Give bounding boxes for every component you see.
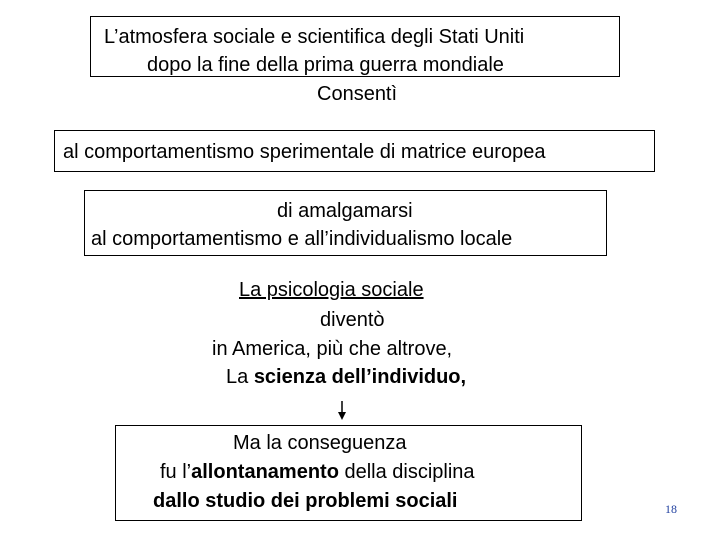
down-arrow-icon — [336, 400, 348, 422]
consequence-line-3-bold: dallo studio dei problemi sociali — [153, 490, 458, 512]
intro-line-1: L’atmosfera sociale e scientifica degli Stati Uniti — [104, 26, 525, 48]
middle-line-4-bold: scienza dell’individuo, — [253, 366, 467, 388]
amalgam-line-2: al comportamentismo e all’individualismo locale — [91, 228, 513, 250]
consequence-line-2 — [160, 460, 475, 484]
consequence-line-3 — [153, 489, 458, 513]
social-psychology-heading: La psicologia sociale — [239, 279, 424, 301]
consequence-line-1: Ma la conseguenza — [233, 432, 407, 454]
page-number: 18 — [665, 502, 677, 516]
behaviorism-line: al comportamentismo sperimentale di matrice europea — [63, 141, 546, 163]
consenti-text: Consentì — [317, 83, 398, 105]
amalgam-line-1: di amalgamarsi — [277, 200, 413, 222]
middle-line-3: in America, più che altrove, — [212, 338, 453, 360]
consequence-line-2-prefix: fu l’ — [160, 461, 192, 483]
consequence-line-2-suffix: della disciplina — [338, 461, 475, 483]
middle-line-4 — [226, 365, 466, 389]
middle-line-4-prefix: La — [226, 366, 254, 388]
consequence-line-2-bold: allontanamento — [191, 461, 339, 483]
middle-line-2: diventò — [320, 309, 385, 331]
intro-line-2: dopo la fine della prima guerra mondiale — [147, 54, 504, 76]
